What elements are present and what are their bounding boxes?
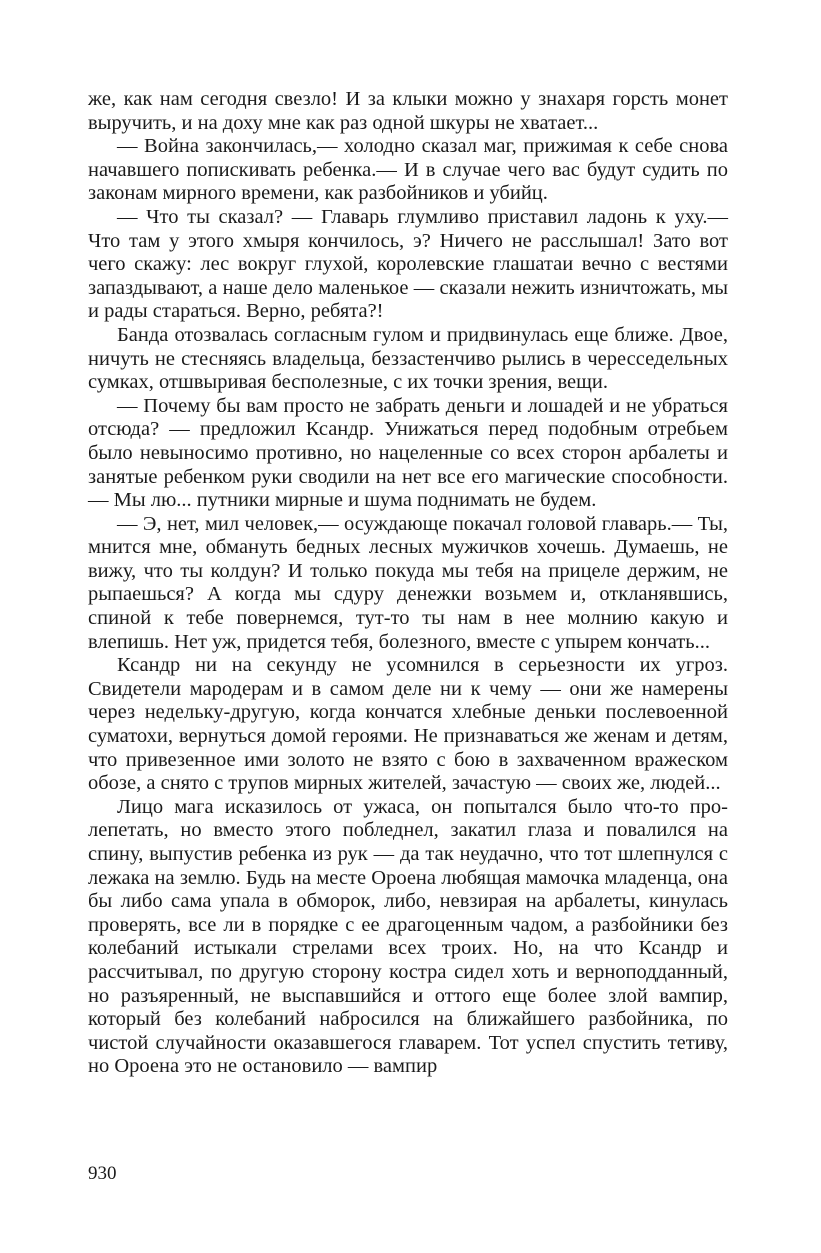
paragraph-8: Лицо мага исказилось от ужаса, он попытался было что-то пролепетать, но вместо этого побледнел, закатил глаза и повалился на спину, выпустив ребенка из рук — да так неудачно, что тот шлепнулся с лежака на землю. Будь на месте Ороена любящая мамочка младенца, она бы либо сама упала в обморок, либо, невзирая на арбалеты, кинулась проверять, все ли в порядке с ее драгоценным чадом, а разбойники без колебаний истыкали стрелами всех троих. Но, на что Ксандр и рассчитывал, по другую сторону костра сидел хоть и верноподданный, но разъяренный, не выспавшийся и оттого еще более злой вампир, который без колебаний набросился на ближайшего разбойника, по чистой случайности оказавшегося главарем. Тот успел спустить тетиву, но Ороена это не остановило — вампир [88,795,728,1078]
paragraph-7: Ксандр ни на секунду не усомнился в серьезности их угроз. Свидетели мародерам и в самом деле ни к чему — они же намерены через недельку-другую, когда кончатся хлебные деньки послевоенной суматохи, вернуться домой героями. Не признаваться же женам и детям, что привезенное ими золото не взято с бою в захваченном вражеском обозе, а снято с трупов мирных жителей, зачастую — своих же, людей... [88,654,728,795]
paragraph-1: же, как нам сегодня свезло! И за клыки можно у знахаря горсть монет выручить, и на доху мне как раз одной шкуры не хватает... [88,88,728,134]
paragraph-4: Банда отозвалась согласным гулом и придвинулась еще ближе. Двое, ничуть не стесняясь владельца, беззастенчиво рылись в чересседельных сумках, отшвыривая бесполезные, с их точки зрения, вещи. [88,323,728,394]
paragraph-2: — Война закончилась,— холодно сказал маг, прижимая к себе снова начавшего попискивать ребенка.— И в случае чего вас будут судить по законам мирного времени, как разбойников и убийц. [88,135,728,205]
paragraph-5: — Почему бы вам просто не забрать деньги и лошадей и не убраться отсюда? — предложил Ксандр. Унижаться перед подобным отребьем было невыносимо противно, но нацеленные со всех сторон арбалеты и занятые ребенком руки сводили на нет все его магические способности.— Мы лю... путники мирные и шума поднимать не будем. [88,394,728,512]
paragraph-6: — Э, нет, мил человек,— осуждающе покачал головой главарь.— Ты, мнится мне, обмануть бедных лесных мужичков хочешь. Думаешь, не вижу, что ты колдун? И только покуда мы тебя на прицеле держим, не рыпаешься? А когда мы сдуру денежки возьмем и, откланявшись, спиной к тебе повернемся, тут-то ты нам в нее молнию какую и влепишь. Нет уж, придется тебя, болезного, вместе с упырем кончать... [88,512,728,653]
page-body [88,88,728,1079]
page-number: 930 [88,1163,117,1184]
paragraph-3: — Что ты сказал? — Главарь глумливо приставил ладонь к уху.— Что там у этого хмыря кончилось, э? Ничего не расслышал! Зато вот чего скажу: лес вокруг глухой, королевские глашатаи вечно с вестями запаздывают, а наше дело маленькое — сказали нежить изничтожать, мы и рады стараться. Верно, ребята?! [88,205,728,323]
